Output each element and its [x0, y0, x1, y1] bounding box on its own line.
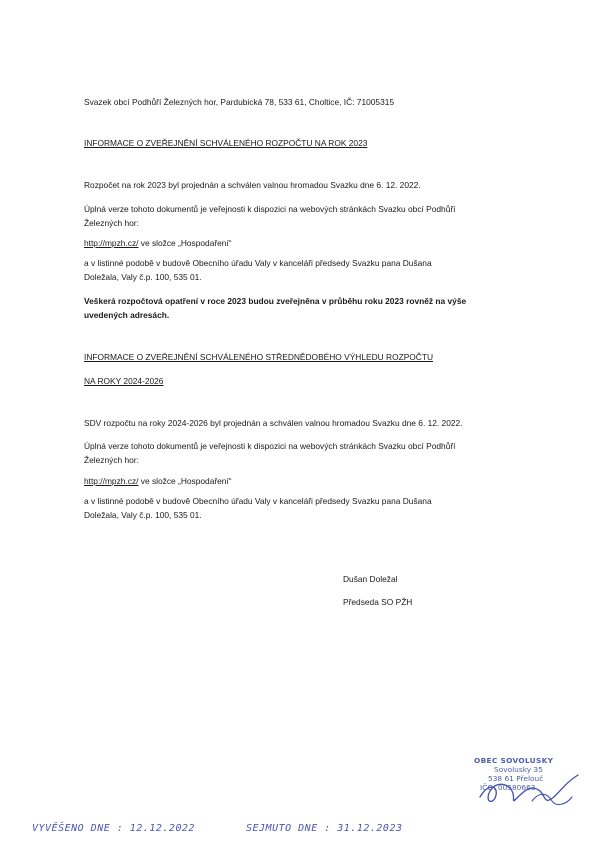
stamp-line-ico: IČO: 00580663 [480, 782, 536, 792]
section2-link-folder-text: ve složce „Hospodaření“ [138, 476, 232, 486]
section1-paragraph-availability-line2: Železných hor: [84, 218, 139, 228]
section1-link-folder-text: ve složce „Hospodaření“ [138, 238, 232, 248]
section1-paragraph-availability-line1: Úplná verze tohoto dokumentů je veřejnosti k dispozici na webových stránkách Svazku obcí Podhůří [84, 204, 456, 214]
organization-line: Svazek obcí Podhůří Železných hor, Pardubická 78, 533 61, Choltice, IČ: 71005315 [84, 97, 395, 107]
section2-paragraph-office-line2: Doležala, Valy č.p. 100, 535 01. [84, 510, 202, 520]
handwritten-posted-date: VYVĚŠENO DNE : 12.12.2022 [32, 823, 196, 834]
section1-bold-notice-line2: uvedených adresách. [84, 310, 170, 320]
official-stamp [474, 757, 586, 817]
stamp-line-address: Sovolusky 35 [494, 764, 543, 774]
section1-bold-notice-line1: Veškerá rozpočtová opatření v roce 2023 budou zveřejněna v průběhu roku 2023 rovněž na výše [84, 296, 467, 306]
signatory-name: Dušan Doležal [343, 574, 398, 584]
section1-website-link[interactable]: http://mpzh.cz/ [84, 238, 139, 248]
signatory-role: Předseda SO PŽH [343, 597, 413, 607]
section2-paragraph-availability-line2: Železných hor: [84, 455, 139, 465]
section2-paragraph-office-line1: a v listinné podobě v budově Obecního úřadu Valy v kanceláři předsedy Svazku pana Dušana [84, 496, 432, 506]
section2-website-link[interactable]: http://mpzh.cz/ [84, 476, 139, 486]
section2-heading-line1: INFORMACE O ZVEŘEJNĚNÍ SCHVÁLENÉHO STŘEDNĚDOBÉHO VÝHLEDU ROZPOČTU [84, 352, 434, 362]
stamp-line-name: OBEC SOVOLUSKY [474, 756, 554, 765]
section1-paragraph-office-line1: a v listinné podobě v budově Obecního úřadu Valy v kanceláři předsedy Svazku pana Dušana [84, 258, 432, 268]
section1-heading: INFORMACE O ZVEŘEJNĚNÍ SCHVÁLENÉHO ROZPOČTU NA ROK 2023 [84, 138, 368, 148]
section2-heading-line2: NA ROKY 2024-2026 [84, 376, 164, 386]
section2-paragraph-approval: SDV rozpočtu na roky 2024-2026 byl projednán a schválen valnou hromadou Svazku dne 6. 12. 2022. [84, 418, 463, 428]
section1-paragraph-office-line2: Doležala, Valy č.p. 100, 535 01. [84, 272, 202, 282]
section2-link-row [84, 475, 232, 487]
handwritten-removed-date: SEJMUTO DNE : 31.12.2023 [246, 823, 403, 834]
stamp-line-city: 538 61 Přelouč [488, 773, 544, 783]
section1-link-row [84, 237, 232, 249]
handwritten-signature-icon [474, 761, 586, 813]
section2-paragraph-availability-line1: Úplná verze tohoto dokumentů je veřejnosti k dispozici na webových stránkách Svazku obcí Podhůří [84, 441, 456, 451]
section1-paragraph-approval: Rozpočet na rok 2023 byl projednán a schválen valnou hromadou Svazku dne 6. 12. 2022. [84, 180, 421, 190]
